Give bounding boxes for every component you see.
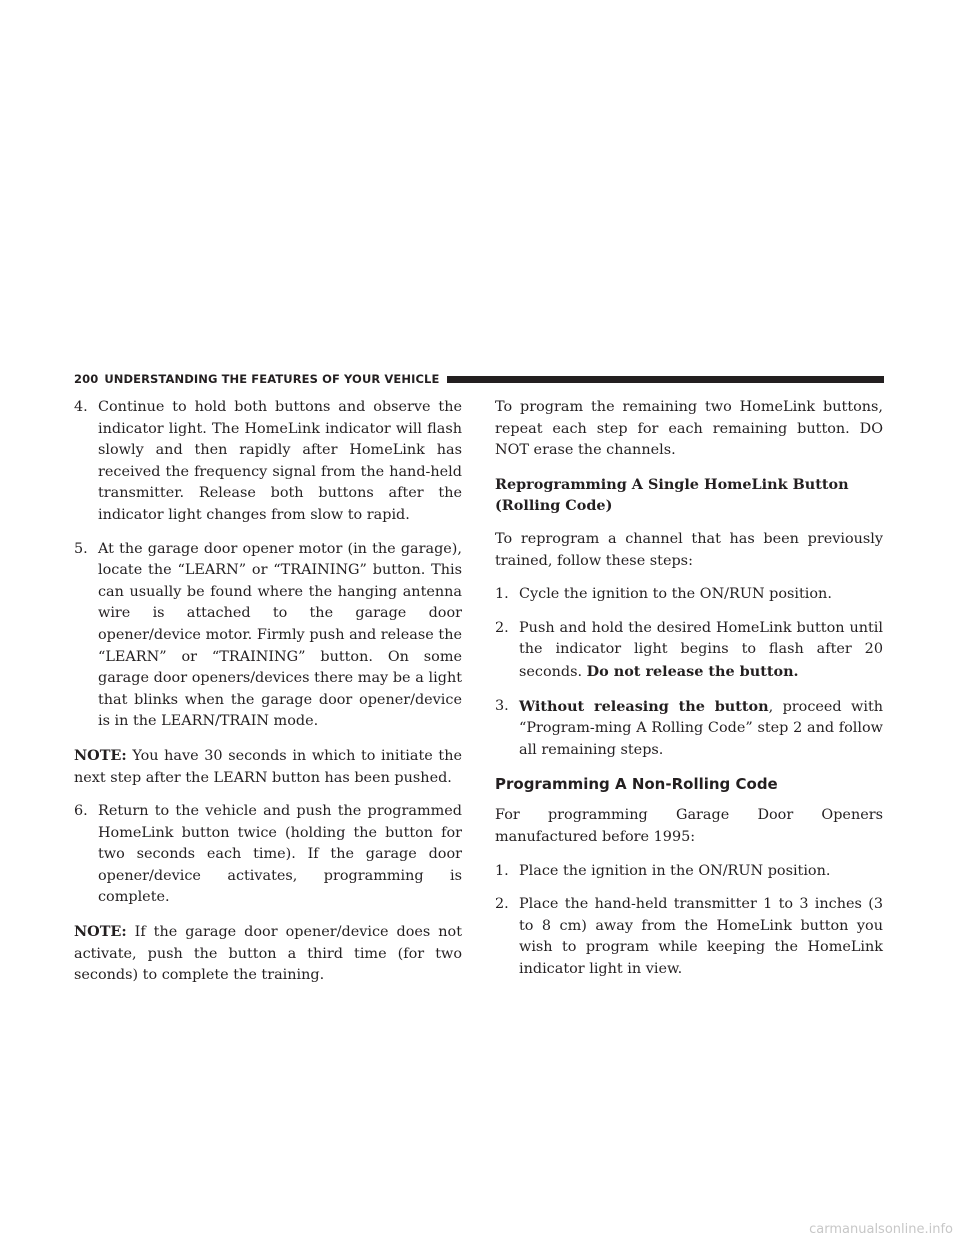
step-number: 5.: [74, 540, 88, 557]
section-title: UNDERSTANDING THE FEATURES OF YOUR VEHICLE: [104, 372, 440, 386]
step-number: 1.: [495, 586, 509, 603]
step-emphasis: Without releasing the button: [519, 697, 769, 715]
reprogram-step-3: [495, 696, 883, 762]
note-label: NOTE:: [74, 746, 127, 764]
step-5: [74, 539, 462, 733]
step-number: 4.: [74, 399, 88, 415]
intro-paragraph: To program the remaining two HomeLink buttons, repeat each step for each remaining button. DO NOT erase the channels.: [495, 399, 883, 459]
note-1: [74, 745, 462, 789]
watermark: carmanualsonline.info: [809, 1222, 953, 1237]
right-column: [495, 397, 883, 992]
step-text: , proceed with “Program-ming A Rolling Code” step 2 and follow all remaining steps.: [519, 698, 883, 758]
step-text: Place the hand-held transmitter 1 to 3 inches (3 to 8 cm) away from the HomeLink button you wish to program while keeping the HomeLink indicator light in view.: [519, 896, 883, 977]
step-number: 2.: [495, 896, 509, 913]
step-number: 1.: [495, 862, 509, 879]
nonrolling-step-2: [495, 894, 883, 980]
reprogram-step-1: [495, 584, 883, 606]
page-number: 200: [74, 372, 99, 386]
header-rule: [447, 376, 884, 383]
page-header: [74, 371, 884, 387]
note-text: If the garage door opener/device does not activate, push the button a third time (for two seconds) to complete the training.: [74, 924, 462, 984]
step-emphasis: Do not release the button.: [586, 662, 799, 680]
reprogram-step-2: [495, 618, 883, 684]
step-text: Return to the vehicle and push the programmed HomeLink button twice (holding the button for two seconds each time). If the garage door opener/device activates, programming is complete.: [98, 803, 462, 906]
step-text: Cycle the ignition to the ON/RUN position.: [519, 586, 832, 603]
reprogram-heading: Reprogramming A Single HomeLink Button (Rolling Code): [495, 475, 849, 515]
note-2: [74, 921, 462, 987]
step-text: At the garage door opener motor (in the garage), locate the “LEARN” or “TRAINING” button. This can usually be found where the hanging antenna wire is attached to the garage door opener/device motor. Firmly push and release the “LEARN” or “TRAINING” button. On some garage door openers/devices there may be a light that blinks when the garage door opener/device is in the LEARN/TRAIN mode.: [98, 540, 462, 730]
nonrolling-heading: Programming A Non-Rolling Code: [495, 775, 778, 794]
step-text: Push and hold the desired HomeLink button until the indicator light begins to flash after 20 seconds.: [519, 619, 883, 680]
step-6: [74, 801, 462, 909]
step-text: Place the ignition in the ON/RUN position.: [519, 862, 831, 879]
step-text: Continue to hold both buttons and observe the indicator light. The HomeLink indicator will flash slowly and then rapidly after HomeLink has received the frequency signal from the hand-held transmitter. Release both buttons after the indicator light changes from slow to rapid.: [98, 399, 462, 523]
step-number: 6.: [74, 803, 88, 820]
nonrolling-intro: For programming Garage Door Openers manufactured before 1995:: [495, 807, 883, 845]
note-text: You have 30 seconds in which to initiate the next step after the LEARN button has been pushed.: [74, 747, 462, 786]
step-number: 3.: [495, 697, 509, 714]
nonrolling-step-1: [495, 861, 883, 883]
left-column: [74, 397, 462, 999]
step-4: [74, 397, 462, 527]
reprogram-intro: To reprogram a channel that has been previously trained, follow these steps:: [495, 530, 883, 569]
step-number: 2.: [495, 619, 509, 636]
note-label: NOTE:: [74, 923, 127, 941]
